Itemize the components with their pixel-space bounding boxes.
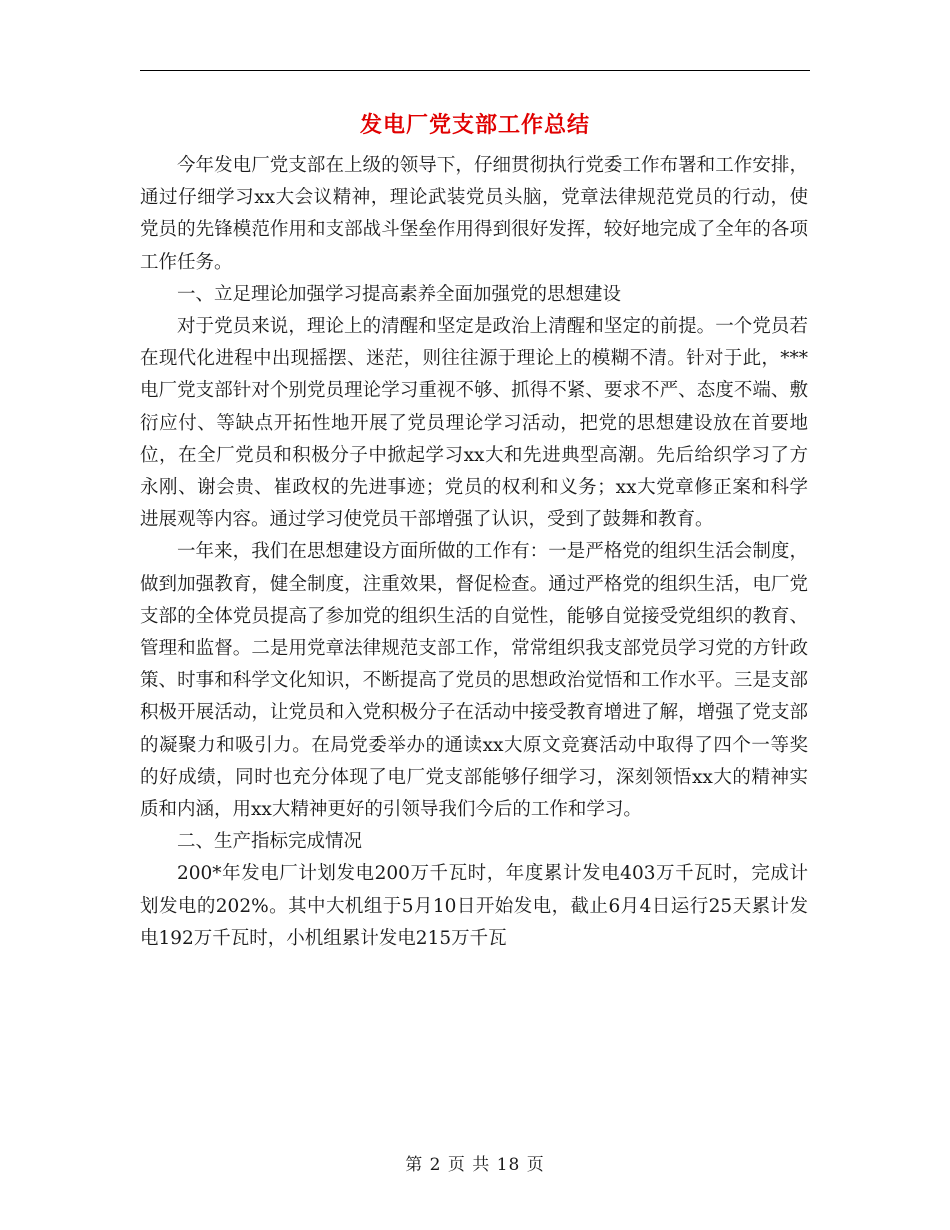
paragraph-production: 200*年发电厂计划发电200万千瓦时，年度累计发电403万千瓦时，完成计划发电的202%。其中大机组于5月10日开始发电，截止6月4日运行25天累计发电192万千瓦时，小机组累计发电215万千瓦 [140, 863, 808, 949]
document-title: 发电厂党支部工作总结 [359, 112, 590, 138]
page-number: 第 2 页 共 18 页 [405, 1155, 545, 1175]
section-heading-1: 一、立足理论加强学习提高素养全面加强党的思想建设 [177, 283, 622, 305]
paragraph-intro: 今年发电厂党支部在上级的领导下，仔细贯彻执行党委工作布署和工作安排，通过仔细学习xx大会议精神，理论武装党员头脑，党章法律规范党员的行动，使党员的先锋模范作用和支部战斗堡垒作用得到很好发挥，较好地完成了全年的各项工作任务。 [140, 155, 808, 273]
paragraph-theory: 对于党员来说，理论上的清醒和坚定是政治上清醒和坚定的前提。一个党员若在现代化进程中出现摇摆、迷茫，则往往源于理论上的模糊不清。针对于此，***电厂党支部针对个别党员理论学习重视不够、抓得不紧、要求不严、态度不端、敷衍应付、等缺点开拓性地开展了党员理论学习活动，把党的思想建设放在首要地位，在全厂党员和积极分子中掀起学习xx大和先进典型高潮。先后给织学习了方永刚、谢会贵、崔政权的先进事迹；党员的权利和义务；xx大党章修正案和科学进展观等内容。通过学习使党员干部增强了认识，受到了鼓舞和教育。 [140, 316, 808, 531]
paragraph-ideology-work: 一年来，我们在思想建设方面所做的工作有：一是严格党的组织生活会制度，做到加强教育，健全制度，注重效果，督促检查。通过严格党的组织生活，电厂党支部的全体党员提高了参加党的组织生活的自觉性，能够自觉接受党组织的教育、管理和监督。二是用党章法律规范支部工作，常常组织我支部党员学习党的方针政策、时事和科学文化知识，不断提高了党员的思想政治觉悟和工作水平。三是支部积极开展活动，让党员和入党积极分子在活动中接受教育增进了解，增强了党支部的凝聚力和吸引力。在局党委举办的通读xx大原文竞赛活动中取得了四个一等奖的好成绩，同时也充分体现了电厂党支部能够仔细学习，深刻领悟xx大的精神实质和内涵，用xx大精神更好的引领导我们今后的工作和学习。 [140, 541, 808, 821]
document-body [140, 150, 808, 955]
section-heading-2: 二、生产指标完成情况 [177, 831, 363, 853]
header-rule [140, 70, 810, 71]
